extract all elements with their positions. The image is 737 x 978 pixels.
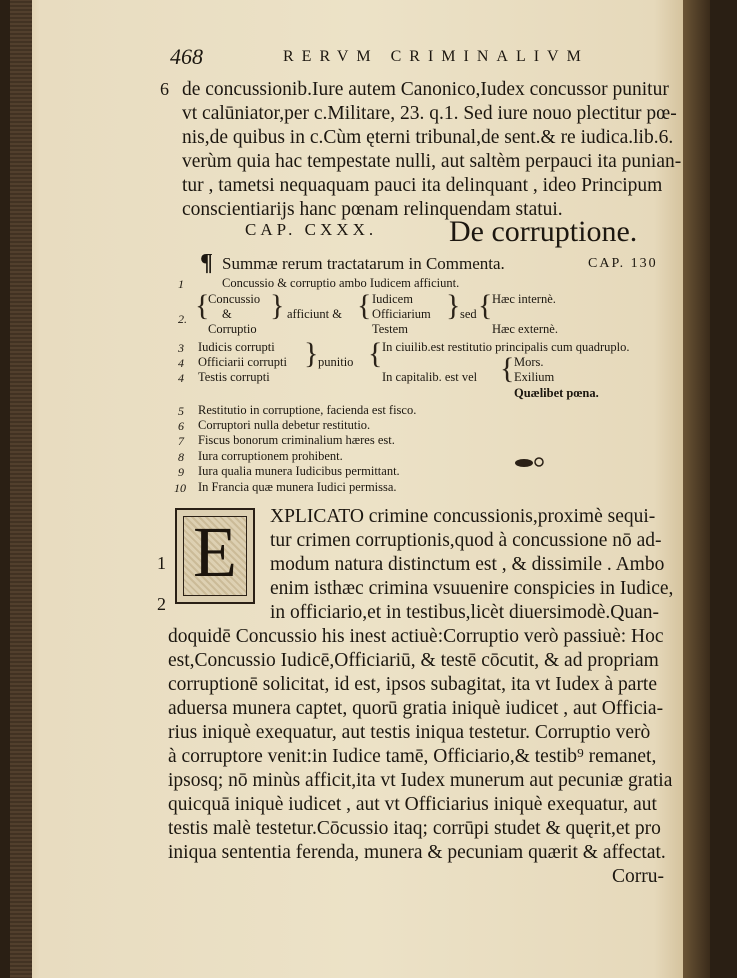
text-line: rius iniquè exequatur, aut testis iniqua testetur. Corruptio verò xyxy=(168,722,651,743)
text-line: nis,de quibus in c.Cùm ęterni tribunal,de sent.& re iudica.lib.6. xyxy=(182,127,674,148)
text-line: aduersa munera captet, quorū gratia iniquè iudicet , aut Officia- xyxy=(168,698,664,719)
summary-term: Corruptio xyxy=(208,322,257,336)
text-line: iniqua sententia ferenda, munera & pecuniam quærit & affectat. xyxy=(168,842,666,863)
margin-number: 2 xyxy=(157,594,166,614)
chapter-title: De corruptione. xyxy=(449,215,638,248)
summary-term: & xyxy=(222,307,232,321)
summary-term: Mors. xyxy=(514,355,544,369)
text-line: quicquā iniquè iudicet , aut vt Officiarius iniquè exequatur, aut xyxy=(168,794,657,815)
summary-term: Testis corrupti xyxy=(198,370,270,384)
summary-term: Hæc internè. xyxy=(492,292,556,306)
summary-term: Exilium xyxy=(514,370,555,384)
summary-cap-ref: CAP. 130 xyxy=(588,256,658,271)
brace: { xyxy=(357,289,372,322)
summary-item: Restitutio in corruptione, facienda est fisco. xyxy=(198,403,417,417)
summary-number: 3 xyxy=(178,341,184,355)
text-line: ipsosq; nō minùs afficit,ita vt Iudex munerum aut pecuniæ gratia xyxy=(168,770,673,791)
text-line: modum natura distinctum est , & dissimile . Ambo xyxy=(270,554,665,575)
text-line: enim isthæc crimina vsuuenire conspicies in Iudice, xyxy=(270,578,674,599)
summary-item: Fiscus bonorum criminalium hæres est. xyxy=(198,433,395,447)
summary-number: 4 xyxy=(178,371,184,385)
text-line: XPLICATO crimine concussionis,proximè sequi- xyxy=(270,506,656,527)
summary-term: Hæc externè. xyxy=(492,322,558,336)
running-title: RERVM CRIMINALIVM xyxy=(283,48,589,65)
text-line: de concussionib.Iure autem Canonico,Iudex concussor punitur xyxy=(182,79,669,100)
brace: { xyxy=(478,289,493,322)
summary-term: Testem xyxy=(372,322,408,336)
summary-number: 4 xyxy=(178,356,184,370)
pilcrow-mark: ¶ xyxy=(200,250,213,276)
summary-term: sed xyxy=(460,307,477,321)
summary-item: Iura qualia munera Iudicibus permittant. xyxy=(198,464,400,478)
text-line: doquidē Concussio his inest actiuè:Corruptio verò passiuè: Hoc xyxy=(168,626,664,647)
summary-item: In Francia quæ munera Iudici permissa. xyxy=(198,480,397,494)
binding-gutter xyxy=(10,0,32,978)
summary-item: Corruptori nulla debetur restitutio. xyxy=(198,418,371,432)
text-line: verùm quia hac tempestate nulli, aut saltèm perpauci ita punian- xyxy=(182,151,682,172)
text-line: tur crimen corruptionis,quod à concussione nō ad- xyxy=(270,530,662,551)
summary-number: 5 xyxy=(178,404,184,418)
text-line: in officiario,et in testibus,licèt diuersimodè.Quan- xyxy=(270,602,660,623)
summary-term: Officiarii corrupti xyxy=(198,355,287,369)
ink-blot-mark xyxy=(512,455,548,471)
summary-number: 6 xyxy=(178,419,184,433)
summary-term: afficiunt & xyxy=(287,307,342,321)
summary-item: Iura corruptionem prohibent. xyxy=(198,449,343,463)
page-edge xyxy=(683,0,710,978)
summary-term: punitio xyxy=(318,355,354,369)
text-line: est,Concussio Iudicē,Officiariū, & testē cōcutit, & ad propriam xyxy=(168,650,659,671)
text-line: conscientiarijs hanc pœnam relinquendam statui. xyxy=(182,199,563,220)
summary-term: Quælibet pœna. xyxy=(514,386,599,400)
brace: } xyxy=(304,337,319,370)
summary-term: Iudicis corrupti xyxy=(198,340,275,354)
summary-term: In ciuilib.est restitutio principalis cum quadruplo. xyxy=(382,340,630,354)
summary-term: Concussio xyxy=(208,292,261,306)
brace: } xyxy=(270,289,285,322)
catchword: Corru- xyxy=(612,866,664,887)
summary-number: 7 xyxy=(178,434,184,448)
brace: { xyxy=(195,289,210,322)
page-number: 468 xyxy=(170,44,203,69)
summary-number: 2. xyxy=(178,312,187,326)
summary-term: In capitalib. est vel xyxy=(382,370,478,384)
margin-number: 1 xyxy=(157,553,166,573)
summary-heading: Summæ rerum tractatarum in Commenta. xyxy=(222,254,505,273)
summary-term: Iudicem xyxy=(372,292,413,306)
text-line: à corruptore venit:in Iudice tamē, Officiario,& testib⁹ remanet, xyxy=(168,746,657,767)
chapter-label: CAP. CXXX. xyxy=(245,220,378,239)
summary-number: 8 xyxy=(178,450,184,464)
decorated-initial xyxy=(175,508,255,604)
brace: } xyxy=(446,289,461,322)
text-line: vt calūniator,per c.Militare, 23. q.1. Sed iure nouo plectitur pœ- xyxy=(182,103,677,124)
text-line: corruptionē solicitat, id est, ipsos subagitat, ita vt Iudex à parte xyxy=(168,674,658,695)
summary-item: Concussio & corruptio ambo Iudicem afficiunt. xyxy=(222,276,460,290)
initial-letter: E xyxy=(193,512,237,592)
brace: { xyxy=(500,352,515,385)
summary-number: 9 xyxy=(178,465,184,479)
text-line: tur , tametsi nequaquam pauci ita delinquant , ideo Principum xyxy=(182,175,663,196)
summary-number: 10 xyxy=(174,481,186,495)
text-line: testis malè testetur.Cōcussio itaq; corrūpi studet & quęrit,et pro xyxy=(168,818,661,839)
margin-number: 6 xyxy=(160,79,169,99)
summary-term: Officiarium xyxy=(372,307,431,321)
summary-number: 1 xyxy=(178,277,184,291)
brace: { xyxy=(368,337,383,370)
